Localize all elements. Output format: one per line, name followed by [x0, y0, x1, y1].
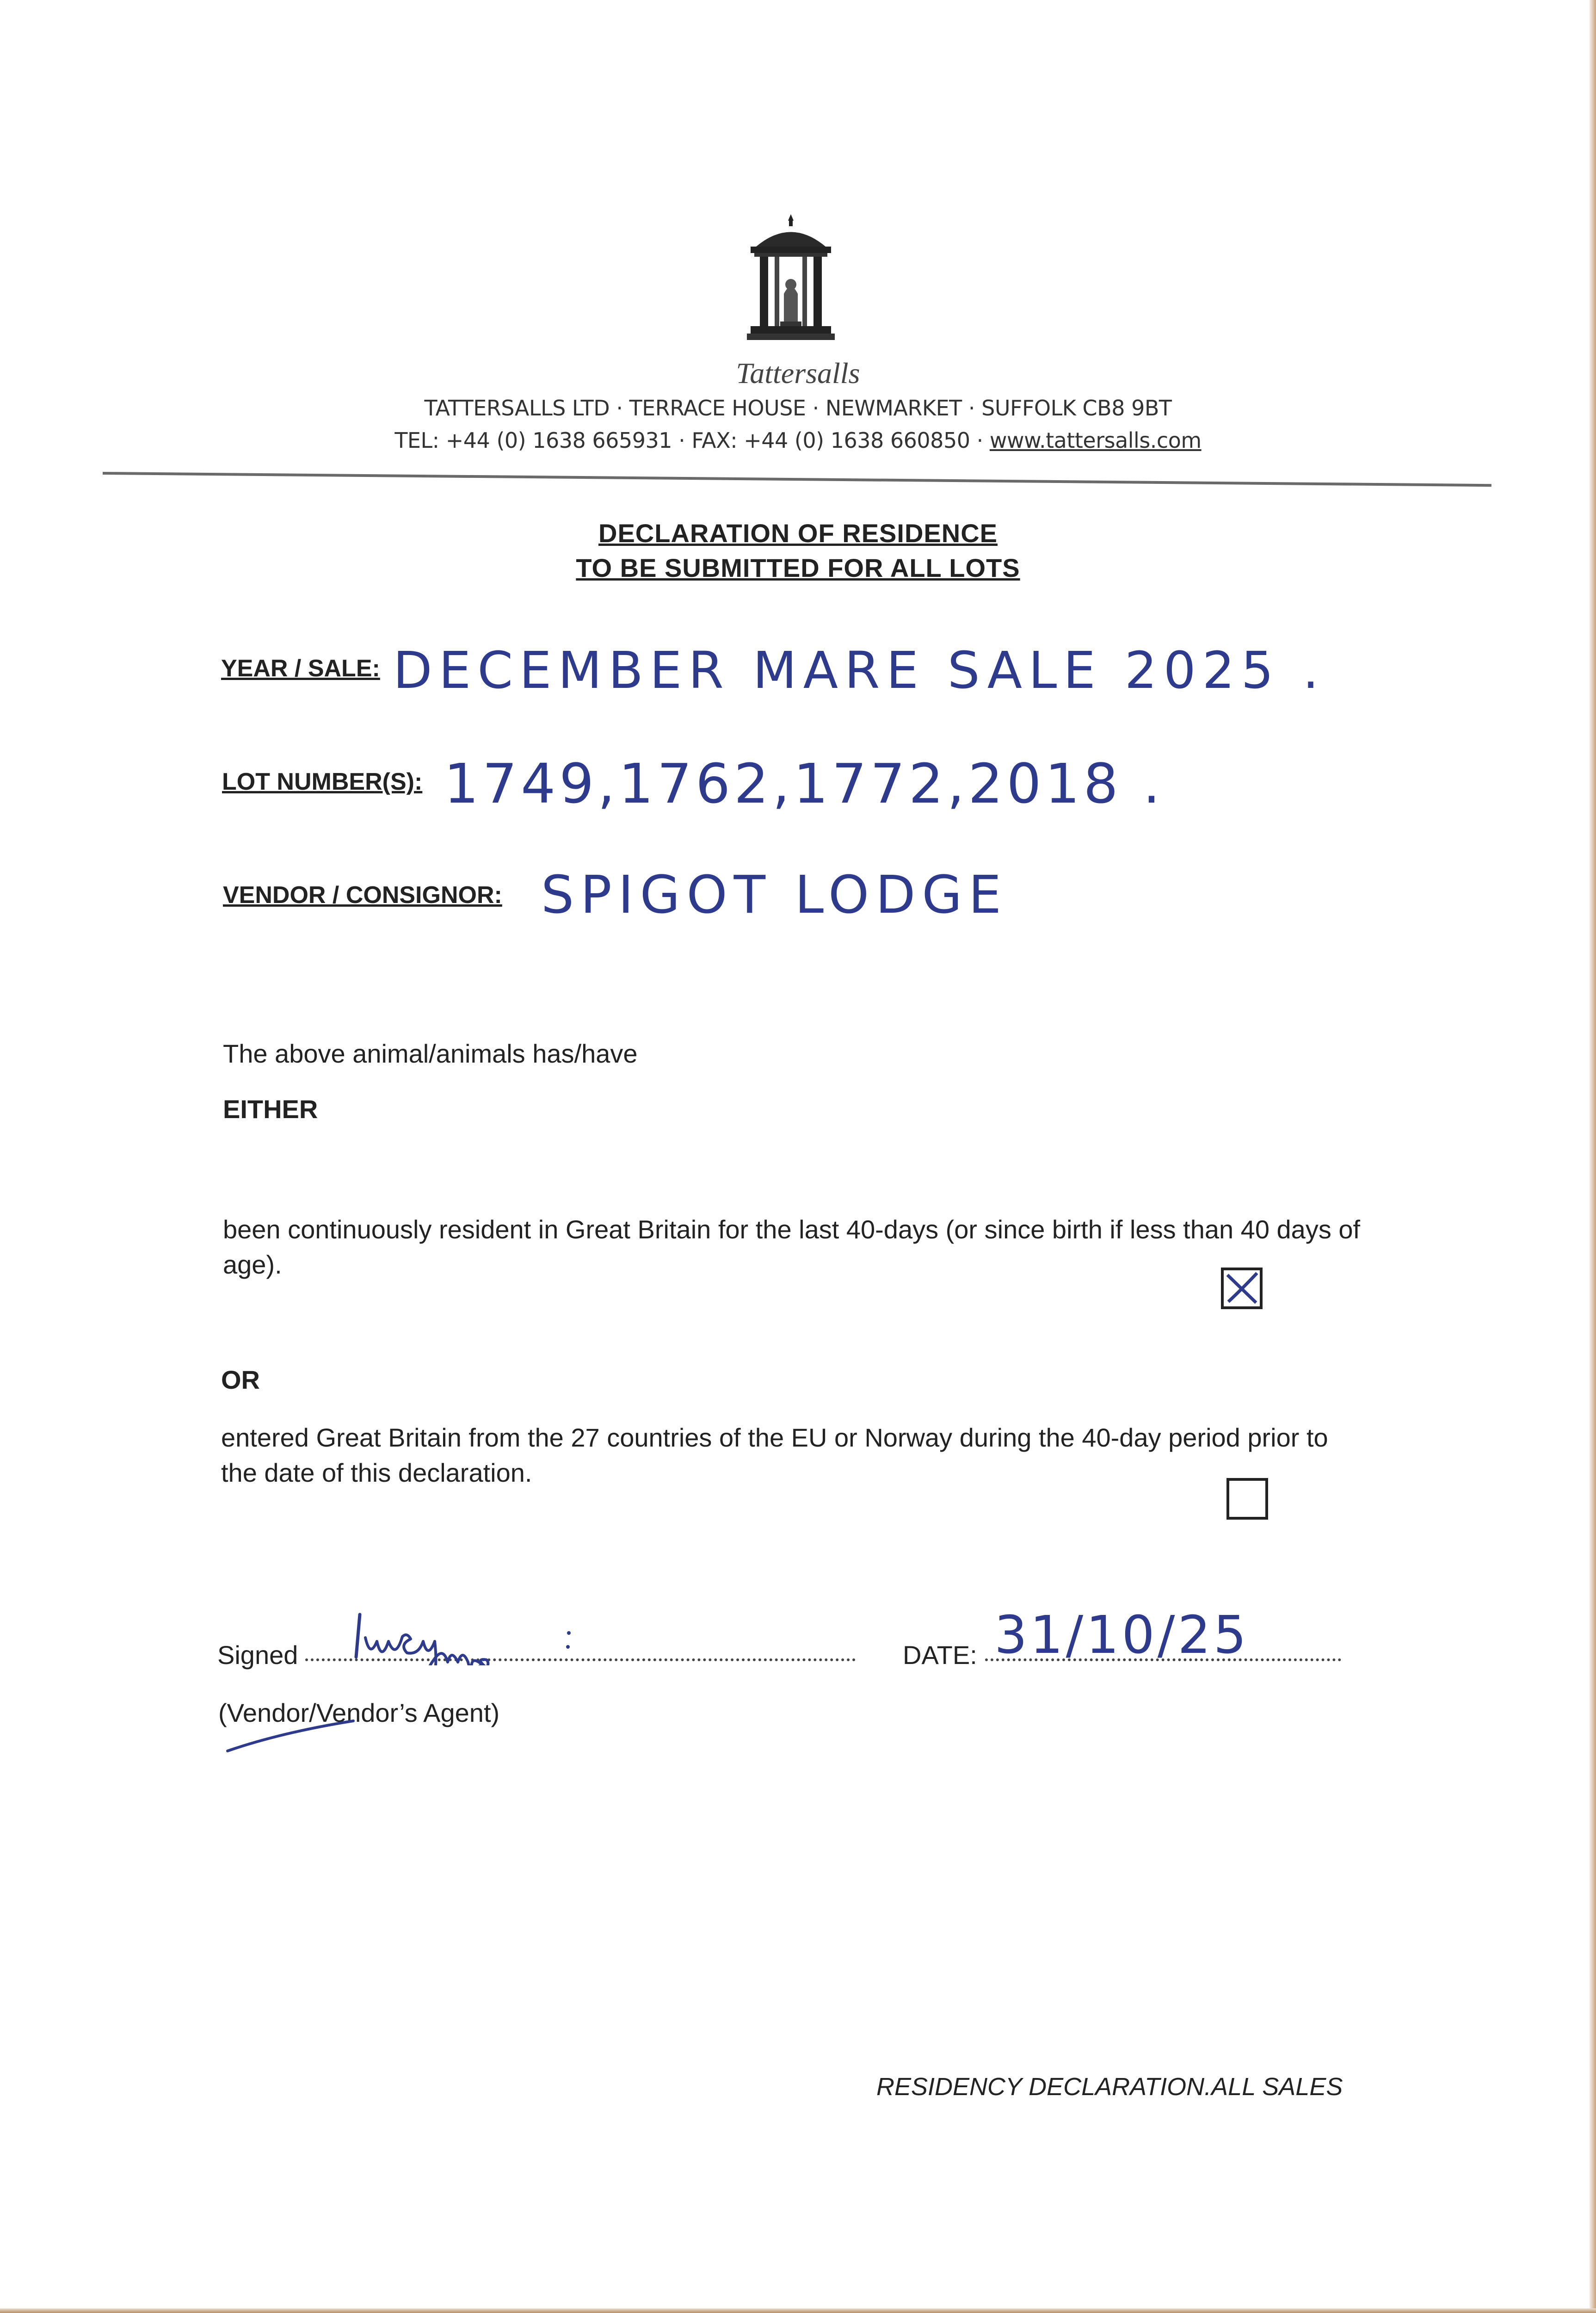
year-sale-label: YEAR / SALE: — [221, 655, 380, 682]
date-value[interactable]: 31/10/25 — [994, 1605, 1250, 1665]
cross-mark-icon — [1224, 1270, 1260, 1306]
document-title: DECLARATION OF RESIDENCE — [598, 519, 998, 548]
rotunda-statue-icon — [738, 210, 844, 349]
entered-checkbox[interactable] — [1226, 1478, 1268, 1520]
option-resident-text: been continuously resident in Great Britain for the last 40-days (or since birth if less than 40 days of age). — [223, 1215, 1361, 1279]
lot-numbers-value[interactable]: 1749,1762,1772,2018 . — [444, 752, 1164, 816]
either-label: EITHER — [223, 1095, 318, 1124]
or-label: OR — [221, 1365, 260, 1394]
year-sale-value[interactable]: DECEMBER MARE SALE 2025 . — [393, 641, 1325, 700]
header-divider — [103, 472, 1491, 487]
page-edge-shadow — [1590, 0, 1596, 2313]
website-link[interactable]: www.tattersalls.com — [989, 428, 1202, 453]
option-entered-text: entered Great Britain from the 27 countries of the EU or Norway during the 40-day period prior to the date of this declaration. — [221, 1423, 1328, 1487]
handwritten-signature[interactable] — [351, 1605, 573, 1665]
company-address: TATTERSALLS LTD · TERRACE HOUSE · NEWMARKET · SUFFOLK CB8 9BT — [424, 396, 1172, 421]
resident-checkbox[interactable] — [1221, 1268, 1263, 1309]
contact-phone-fax: TEL: +44 (0) 1638 665931 · FAX: +44 (0) 1638 660850 · — [394, 428, 990, 453]
page-bottom-edge — [0, 2308, 1596, 2313]
document-subtitle: TO BE SUBMITTED FOR ALL LOTS — [576, 553, 1020, 582]
date-label: DATE: — [903, 1640, 977, 1670]
intro-text: The above animal/animals has/have — [223, 1039, 638, 1068]
signed-label: Signed — [217, 1640, 298, 1670]
form-reference: RESIDENCY DECLARATION.ALL SALES — [876, 2073, 1343, 2101]
strikethrough-mark — [226, 1712, 355, 1753]
vendor-consignor-label: VENDOR / CONSIGNOR: — [223, 882, 502, 909]
company-contact — [0, 428, 1596, 453]
lot-numbers-label: LOT NUMBER(S): — [222, 768, 423, 795]
vendor-agent-label: (Vendor/Vendor’s Agent) — [218, 1698, 500, 1727]
vendor-consignor-value[interactable]: SPIGOT LODGE — [541, 865, 1008, 925]
company-name: Tattersalls — [736, 357, 860, 390]
